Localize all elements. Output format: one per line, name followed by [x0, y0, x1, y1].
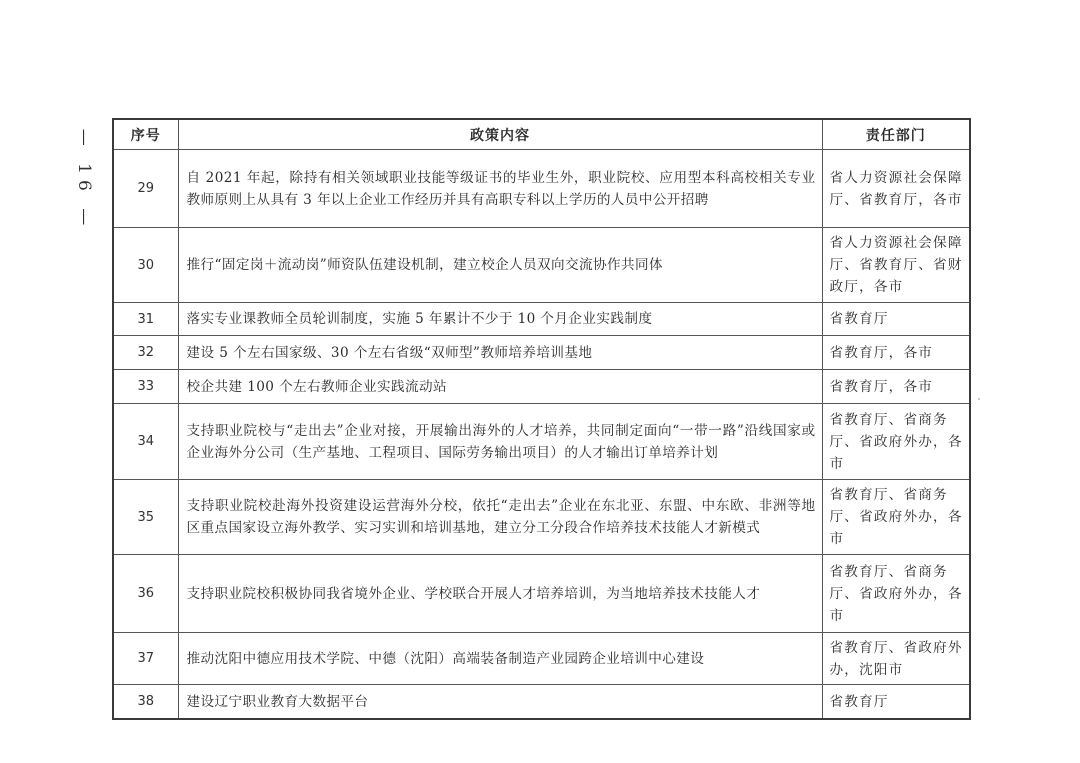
row-number: 30	[113, 228, 178, 303]
policy-content: 建设 5 个左右国家级、30 个左右省级“双师型”教师培养培训基地	[178, 336, 822, 370]
table-row	[113, 404, 970, 480]
policy-content: 落实专业课教师全员轮训制度，实施 5 年累计不少于 10 个月企业实践制度	[178, 303, 822, 336]
table-row	[113, 633, 970, 685]
scan-artifact	[978, 398, 980, 400]
policy-content: 校企共建 100 个左右教师企业实践流动站	[178, 370, 822, 404]
policy-content: 支持职业院校赴海外投资建设运营海外分校，依托“走出去”企业在东北亚、东盟、中东欧、非洲等地区重点国家设立海外教学、实习实训和培训基地，建立分工分段合作培养技术技能人才新模式	[178, 480, 822, 555]
policy-content: 支持职业院校与“走出去”企业对接，开展输出海外的人才培养，共同制定面向“一带一路”沿线国家或企业海外分公司（生产基地、工程项目、国际劳务输出项目）的人才输出订单培养计划	[178, 404, 822, 480]
row-number: 35	[113, 480, 178, 555]
table-row	[113, 303, 970, 336]
header-content: 政策内容	[178, 119, 822, 150]
header-no: 序号	[113, 119, 178, 150]
row-number: 37	[113, 633, 178, 685]
responsible-dept: 省教育厅、省商务厅、省政府外办，各市	[822, 480, 970, 555]
table-row	[113, 150, 970, 228]
policy-table-container	[112, 118, 969, 720]
row-number: 32	[113, 336, 178, 370]
row-number: 38	[113, 685, 178, 720]
responsible-dept: 省人力资源社会保障厅、省教育厅，各市	[822, 150, 970, 228]
header-dept: 责任部门	[822, 119, 970, 150]
row-number: 36	[113, 555, 178, 633]
policy-content: 自 2021 年起，除持有相关领域职业技能等级证书的毕业生外，职业院校、应用型本科高校相关专业教师原则上从具有 3 年以上企业工作经历并具有高职专科以上学历的人员中公开招聘	[178, 150, 822, 228]
responsible-dept: 省人力资源社会保障厅、省教育厅、省财政厅，各市	[822, 228, 970, 303]
policy-content: 建设辽宁职业教育大数据平台	[178, 685, 822, 720]
responsible-dept: 省教育厅、省政府外办，沈阳市	[822, 633, 970, 685]
table-row	[113, 228, 970, 303]
responsible-dept: 省教育厅	[822, 685, 970, 720]
table-row	[113, 555, 970, 633]
row-number: 29	[113, 150, 178, 228]
responsible-dept: 省教育厅，各市	[822, 336, 970, 370]
row-number: 31	[113, 303, 178, 336]
table-row	[113, 685, 970, 720]
page-number: — 16 —	[74, 128, 94, 232]
row-number: 33	[113, 370, 178, 404]
policy-table	[112, 118, 971, 720]
responsible-dept: 省教育厅、省商务厅、省政府外办，各市	[822, 404, 970, 480]
table-header-row	[113, 119, 970, 150]
policy-content: 推行“固定岗＋流动岗”师资队伍建设机制，建立校企人员双向交流协作共同体	[178, 228, 822, 303]
row-number: 34	[113, 404, 178, 480]
responsible-dept: 省教育厅	[822, 303, 970, 336]
table-row	[113, 336, 970, 370]
table-row	[113, 480, 970, 555]
policy-content: 支持职业院校积极协同我省境外企业、学校联合开展人才培养培训，为当地培养技术技能人才	[178, 555, 822, 633]
responsible-dept: 省教育厅，各市	[822, 370, 970, 404]
policy-content: 推动沈阳中德应用技术学院、中德（沈阳）高端装备制造产业园跨企业培训中心建设	[178, 633, 822, 685]
responsible-dept: 省教育厅、省商务厅、省政府外办，各市	[822, 555, 970, 633]
table-row	[113, 370, 970, 404]
